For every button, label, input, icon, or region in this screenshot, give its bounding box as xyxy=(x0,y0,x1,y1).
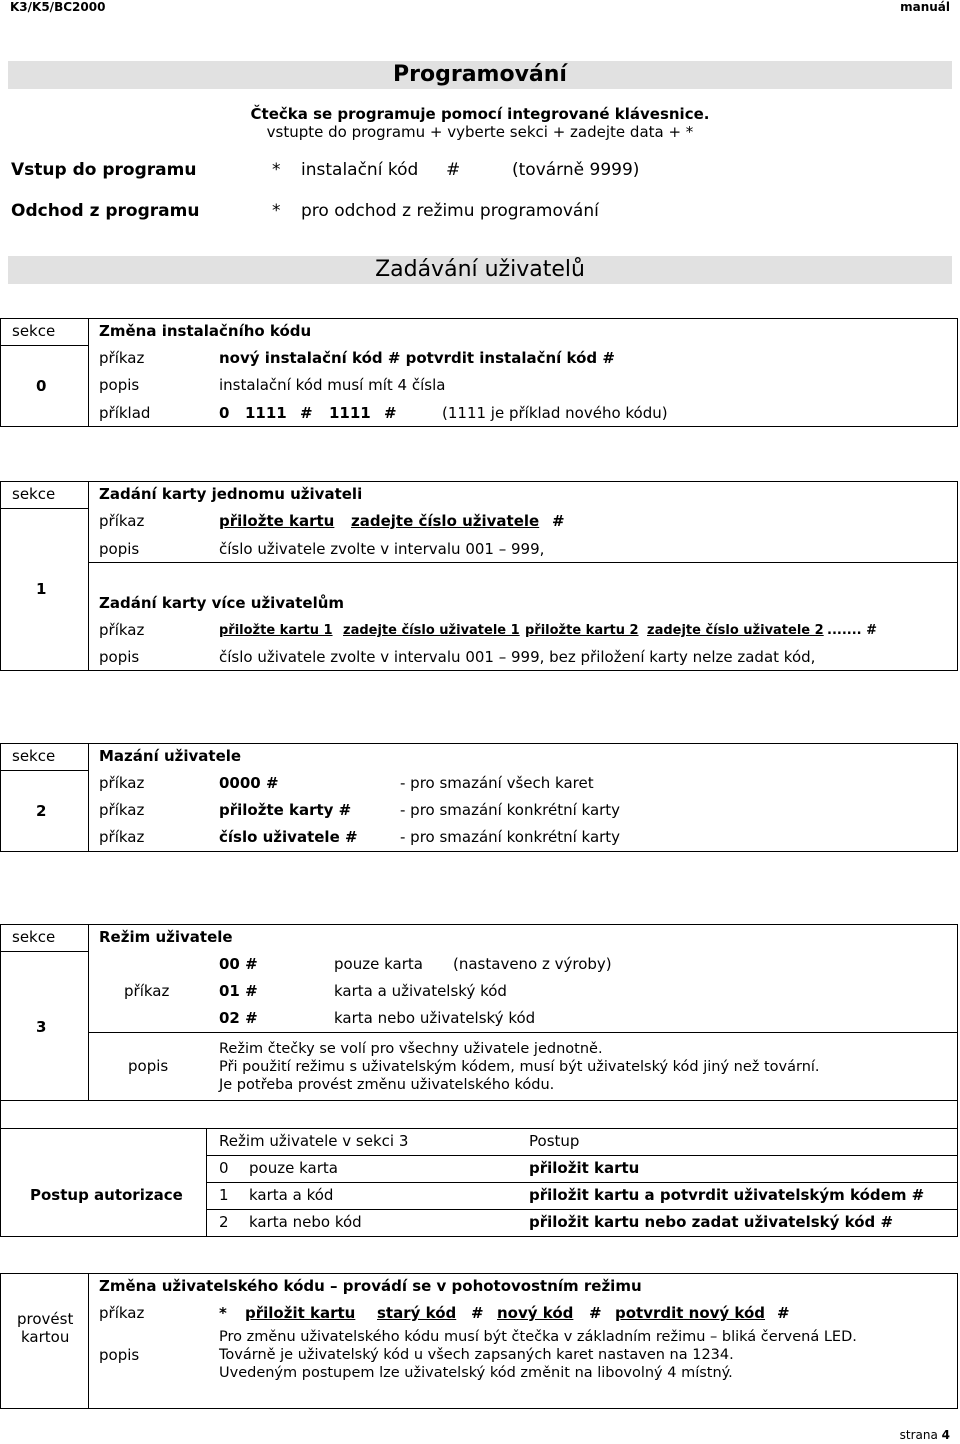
divider xyxy=(88,1032,958,1033)
row-label: příkaz xyxy=(99,621,145,639)
row-label: popis xyxy=(99,376,140,394)
section-number: 2 xyxy=(36,802,47,820)
cmd-step: přiložte kartu xyxy=(219,512,335,530)
cmd-step: * xyxy=(219,1304,227,1322)
auth-step: přiložit kartu nebo zadat uživatelský kód # xyxy=(529,1213,894,1231)
change-desc-1: Pro změnu uživatelského kódu musí být čtečka v základním režimu – bliká červená LED. xyxy=(219,1329,857,1345)
page-number xyxy=(900,1428,950,1442)
row-desc: - pro smazání všech karet xyxy=(400,774,594,792)
divider xyxy=(0,345,89,346)
example-part: 0 xyxy=(219,404,230,422)
section-title: Zadání karty jednomu uživateli xyxy=(99,485,363,503)
row-label: popis xyxy=(99,1346,140,1364)
section-subtitle: Zadání karty více uživatelům xyxy=(99,594,345,612)
exit-label: Odchod z programu xyxy=(11,201,200,221)
enter-label: Vstup do programu xyxy=(11,160,197,180)
row-desc: - pro smazání konkrétní karty xyxy=(400,828,621,846)
users-title: Zadávání uživatelů xyxy=(375,257,585,282)
row-text: nový instalační kód # potvrdit instalační kód # xyxy=(219,349,615,367)
change-desc-2: Továrně je uživatelský kód u všech zapsaných karet nastaven na 1234. xyxy=(219,1347,734,1363)
divider xyxy=(88,743,89,852)
cmd-step: # xyxy=(777,1304,790,1322)
sekce-label: sekce xyxy=(12,485,56,503)
doc-type: manuál xyxy=(900,0,950,14)
auth-step: přiložit kartu xyxy=(529,1159,640,1177)
change-title: Změna uživatelského kódu – provádí se v pohotovostním režimu xyxy=(99,1277,642,1295)
divider xyxy=(0,951,89,952)
divider xyxy=(0,508,89,509)
auth-label: Postup autorizace xyxy=(30,1186,183,1204)
page-title: Programování xyxy=(393,62,567,87)
row-cmd: přiložte karty # xyxy=(219,801,352,819)
change-desc-3: Uvedeným postupem lze uživatelský kód změnit na libovolný 4 místný. xyxy=(219,1365,733,1381)
page-num: 4 xyxy=(941,1428,950,1442)
sekce-label: sekce xyxy=(12,322,56,340)
divider xyxy=(206,1182,958,1183)
mode-code: 01 # xyxy=(219,982,258,1000)
divider xyxy=(957,1128,958,1237)
doc-code: K3/K5/BC2000 xyxy=(10,0,106,14)
section-number: 0 xyxy=(36,377,47,395)
intro-line-1: Čtečka se programuje pomocí integrované klávesnice. xyxy=(250,105,710,123)
row-label: příklad xyxy=(99,404,151,422)
row-label: příkaz xyxy=(99,1304,145,1322)
exit-text: pro odchod z režimu programování xyxy=(301,201,599,221)
section-1 xyxy=(0,481,958,671)
cmd-step: # xyxy=(552,512,565,530)
cmd-step: zadejte číslo uživatele xyxy=(351,512,540,530)
enter-note: (továrně 9999) xyxy=(512,160,640,180)
enter-code: instalační kód xyxy=(301,160,419,180)
divider xyxy=(88,318,89,427)
row-label: příkaz xyxy=(99,512,145,530)
mode-desc-1: Režim čtečky se volí pro všechny uživatele jednotně. xyxy=(219,1041,603,1057)
row-cmd: číslo uživatele # xyxy=(219,828,358,846)
mode-code: 02 # xyxy=(219,1009,258,1027)
cmd-step: starý kód xyxy=(377,1304,457,1322)
row-label: popis xyxy=(99,648,140,666)
mode-code: 00 # xyxy=(219,955,258,973)
row-label: příkaz xyxy=(99,774,145,792)
section-number: 1 xyxy=(36,580,47,598)
example-note: (1111 je příklad nového kódu) xyxy=(442,404,668,422)
divider xyxy=(0,1236,958,1237)
row-label: příkaz xyxy=(99,828,145,846)
cmd-step: potvrdit nový kód xyxy=(615,1304,766,1322)
row-cmd: 0000 # xyxy=(219,774,279,792)
mode-desc-2: Při použití režimu s uživatelským kódem, musí být uživatelský kód jiný než tovární. xyxy=(219,1059,820,1075)
row-label: příkaz xyxy=(124,982,170,1000)
example-part: 1111 xyxy=(245,404,287,422)
auth-col-mode: Režim uživatele v sekci 3 xyxy=(219,1132,409,1150)
enter-star: * xyxy=(272,160,281,180)
row-label: popis xyxy=(128,1057,169,1075)
section-number: 3 xyxy=(36,1018,47,1036)
row-text: instalační kód musí mít 4 čísla xyxy=(219,376,446,394)
divider xyxy=(0,1100,958,1101)
mode-name: pouze karta xyxy=(334,955,423,973)
section-title: Změna instalačního kódu xyxy=(99,322,312,340)
mode-name: karta nebo uživatelský kód xyxy=(334,1009,536,1027)
auth-step: přiložit kartu a potvrdit uživatelským kódem # xyxy=(529,1186,925,1204)
page-label: strana xyxy=(899,1428,938,1442)
row-label: příkaz xyxy=(99,349,145,367)
cmd-step: přiložit kartu xyxy=(245,1304,356,1322)
row-desc: - pro smazání konkrétní karty xyxy=(400,801,621,819)
cmd-step: přiložte kartu 1 xyxy=(219,623,333,638)
example-part: # xyxy=(300,404,313,422)
divider xyxy=(0,770,89,771)
cmd-step: # xyxy=(471,1304,484,1322)
divider xyxy=(206,1209,958,1210)
auth-mode: karta a kód xyxy=(249,1186,334,1204)
row-text: číslo uživatele zvolte v intervalu 001 – 999, xyxy=(219,540,545,558)
divider xyxy=(88,562,958,563)
auth-num: 0 xyxy=(219,1159,229,1177)
example-part: 1111 xyxy=(329,404,371,422)
cmd-step: # xyxy=(589,1304,602,1322)
auth-col-steps: Postup xyxy=(529,1132,580,1150)
cmd-step: nový kód xyxy=(497,1304,574,1322)
sekce-label: sekce xyxy=(12,747,56,765)
auth-mode: pouze karta xyxy=(249,1159,338,1177)
mode-name: karta a uživatelský kód xyxy=(334,982,507,1000)
enter-hash: # xyxy=(446,160,461,180)
auth-num: 1 xyxy=(219,1186,229,1204)
left-label-1: provést xyxy=(17,1310,74,1328)
exit-star: * xyxy=(272,201,281,221)
divider xyxy=(206,1155,958,1156)
divider xyxy=(88,1273,89,1409)
auth-num: 2 xyxy=(219,1213,229,1231)
cmd-step: přiložte kartu 2 xyxy=(525,623,639,638)
intro-line-2: vstupte do programu + vyberte sekci + zadejte data + * xyxy=(266,123,694,141)
divider xyxy=(88,481,89,671)
section-title: Režim uživatele xyxy=(99,928,233,946)
example-part: # xyxy=(384,404,397,422)
mode-desc-3: Je potřeba provést změnu uživatelského kódu. xyxy=(219,1077,555,1093)
sekce-label: sekce xyxy=(12,928,56,946)
cmd-step: zadejte číslo uživatele 1 xyxy=(343,623,520,638)
section-title: Mazání uživatele xyxy=(99,747,242,765)
cmd-step: zadejte číslo uživatele 2 xyxy=(647,623,824,638)
row-label: popis xyxy=(99,540,140,558)
row-text: číslo uživatele zvolte v intervalu 001 – 999, bez přiložení karty nelze zadat kód, xyxy=(219,648,816,666)
cmd-step: ....... # xyxy=(827,623,877,638)
divider xyxy=(0,1128,1,1237)
left-label-2: kartou xyxy=(21,1328,70,1346)
row-label: příkaz xyxy=(99,801,145,819)
auth-mode: karta nebo kód xyxy=(249,1213,362,1231)
mode-note: (nastaveno z výroby) xyxy=(453,955,612,973)
